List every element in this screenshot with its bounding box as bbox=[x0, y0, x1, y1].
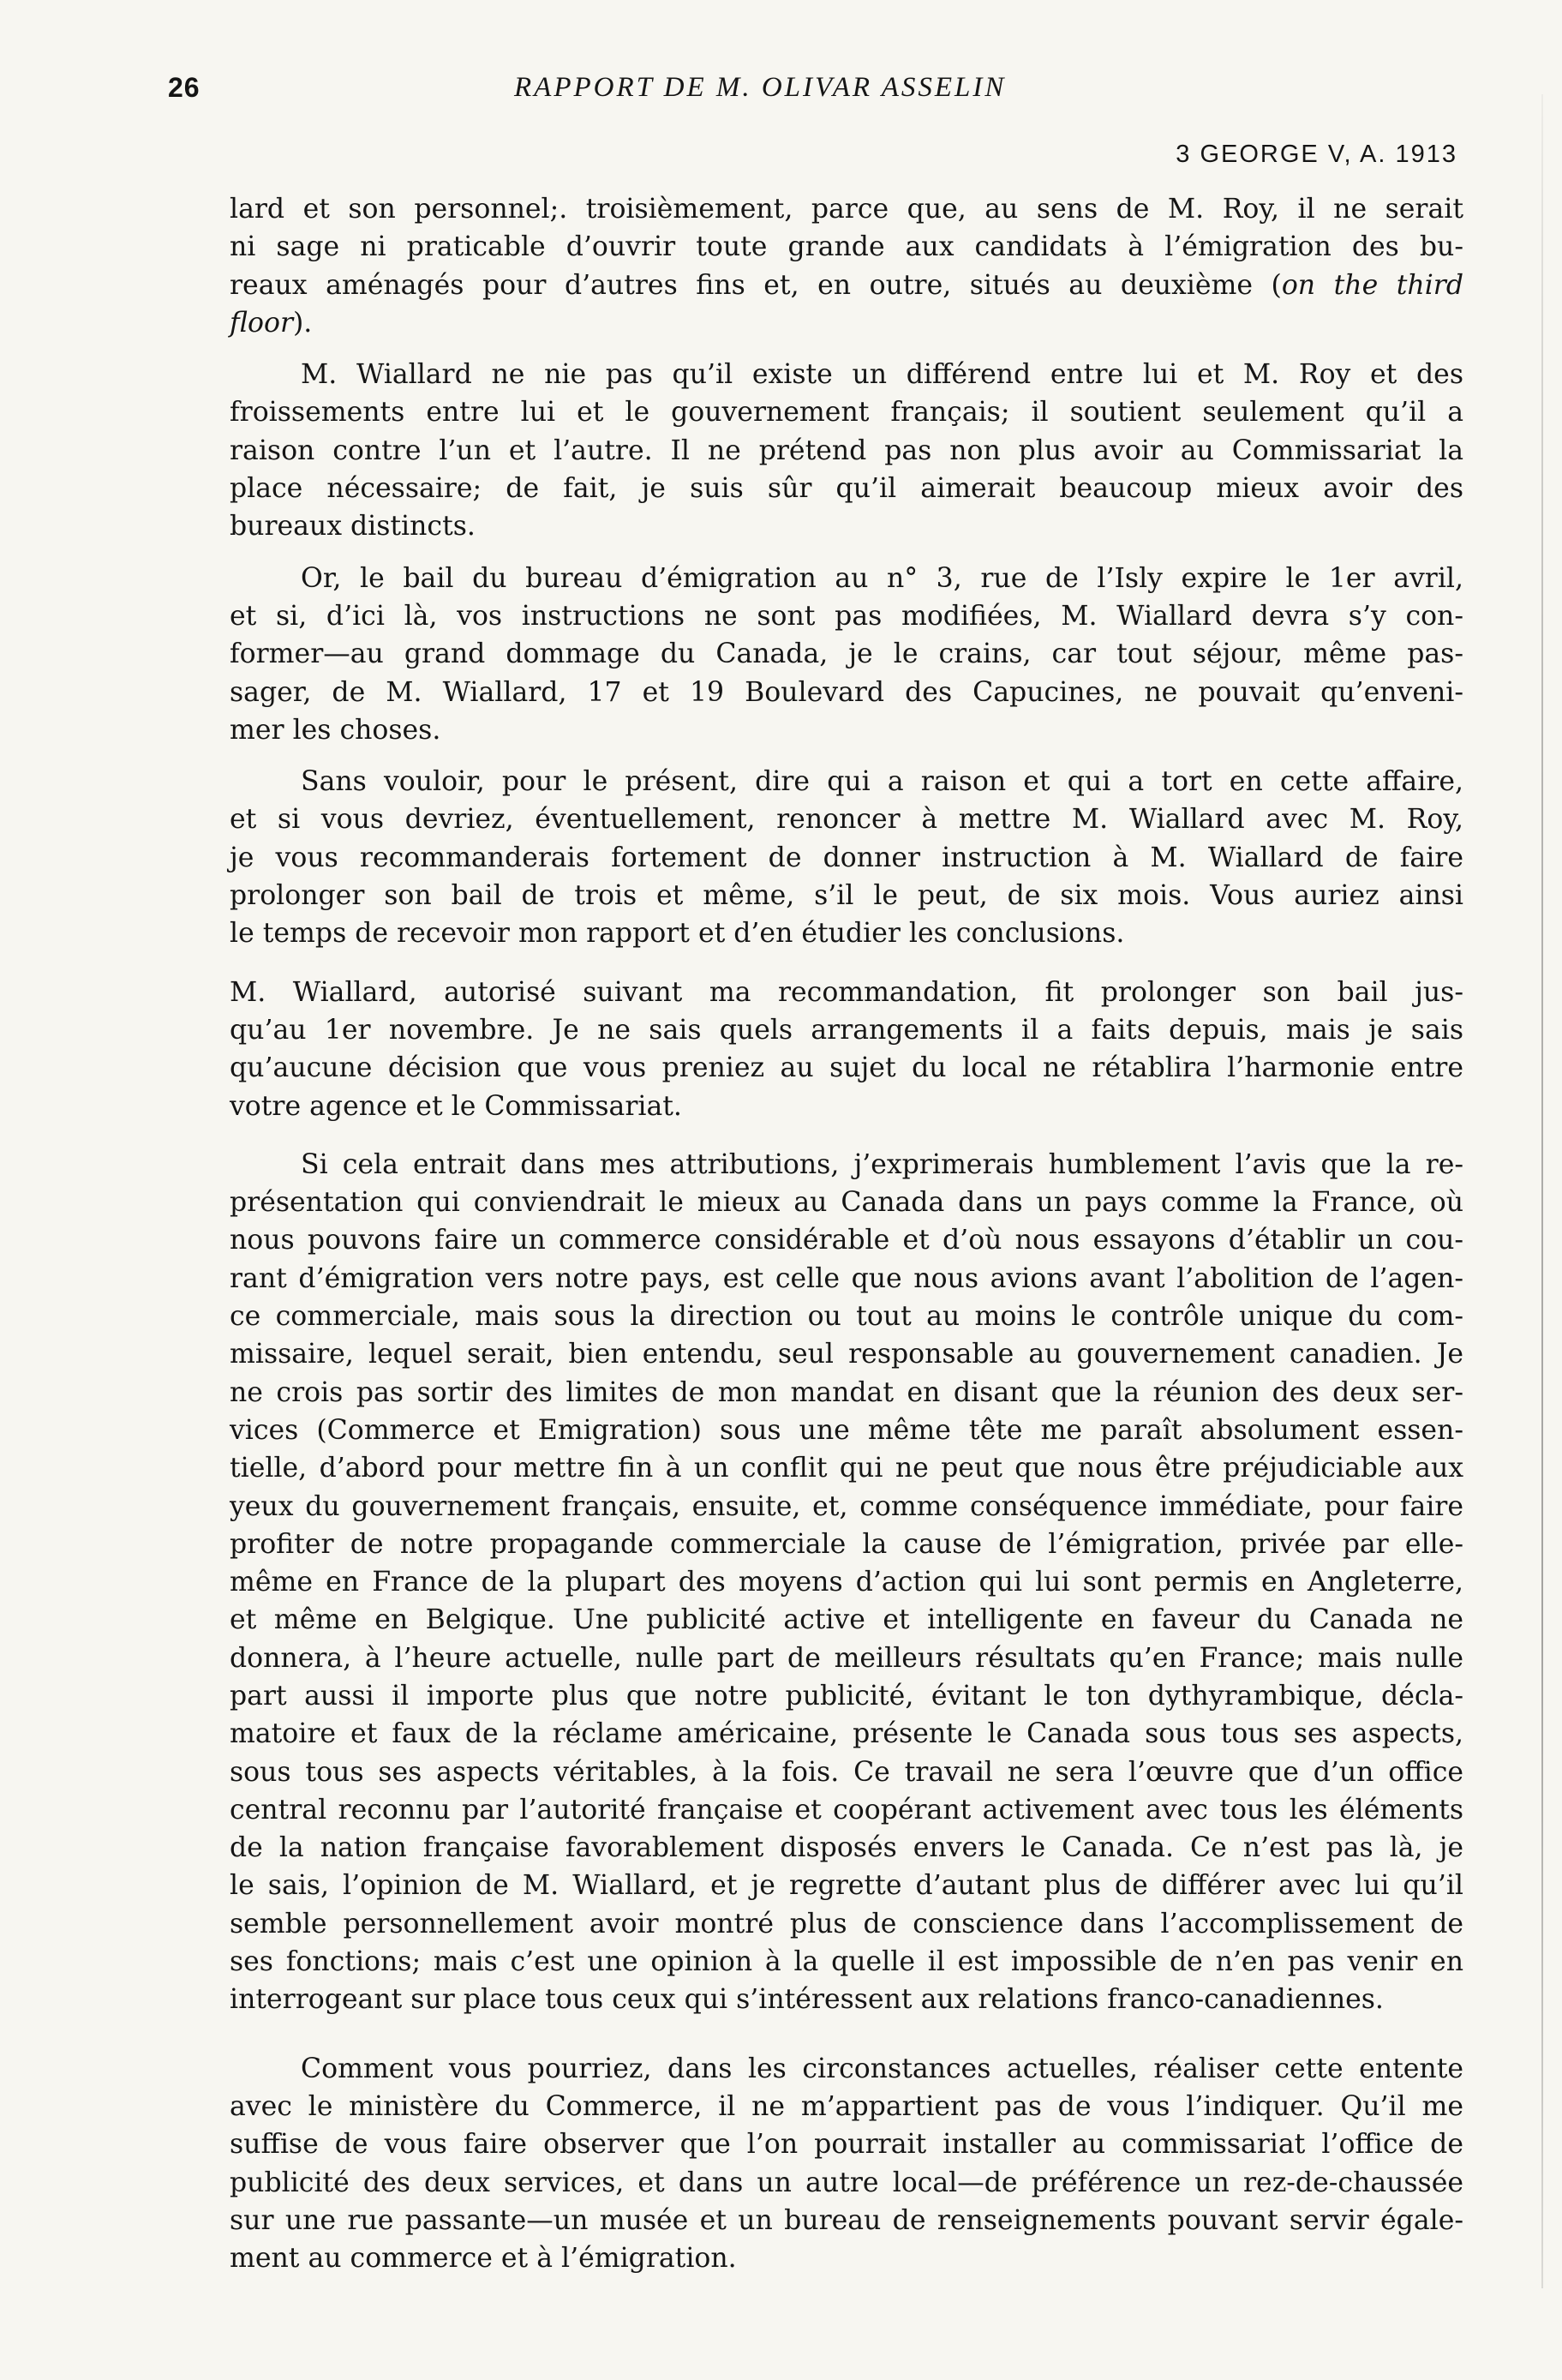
text-line: semble personnellement avoir montré plus de conscience dans l’accomplissement de bbox=[230, 1908, 1463, 1939]
text-line: votre agence et le Commissariat. bbox=[230, 1090, 682, 1122]
text-line: nous pouvons faire un commerce considérable et d’où nous essayons d’établir un cou- bbox=[230, 1225, 1463, 1256]
text-line: et si, d’ici là, vos instructions ne sont pas modifiées, M. Wiallard devra s’y con- bbox=[230, 600, 1463, 632]
text-line: place nécessaire; de fait, je suis sûr qu’il aimerait beaucoup mieux avoir des bbox=[230, 473, 1463, 505]
text-line: vices (Commerce et Emigration) sous une même tête me paraît absolument essen- bbox=[230, 1414, 1463, 1446]
paragraph-6 bbox=[230, 1146, 1463, 2019]
text-line: raison contre l’un et l’autre. Il ne prétend pas non plus avoir au Commissariat la bbox=[230, 435, 1463, 466]
text-line: sous tous ses aspects véritables, à la fois. Ce travail ne sera l’œuvre que d’un office bbox=[230, 1756, 1463, 1788]
italic-segment: on the third bbox=[1281, 269, 1463, 301]
session-reference: 3 GEORGE V, A. 1913 bbox=[1176, 141, 1457, 168]
text-line: yeux du gouvernement français, ensuite, et, comme conséquence immédiate, pour faire bbox=[230, 1490, 1463, 1522]
text-line: M. Wiallard ne nie pas qu’il existe un différend entre lui et M. Roy et des bbox=[301, 359, 1463, 391]
text-line: profiter de notre propagande commerciale la cause de l’émigration, privée par elle- bbox=[230, 1528, 1463, 1560]
text-line: lard et son personnel;. troisièmement, parce que, au sens de M. Roy, il ne serait bbox=[230, 194, 1463, 225]
text-line: de la nation française favorablement disposés envers le Canada. Ce n’est pas là, je bbox=[230, 1832, 1463, 1864]
paragraph-2 bbox=[230, 356, 1463, 545]
text-line: Comment vous pourriez, dans les circonstances actuelles, réaliser cette entente bbox=[301, 2053, 1463, 2084]
paragraph-1 bbox=[230, 190, 1463, 342]
report-body bbox=[230, 190, 1463, 2277]
text-segment: ). bbox=[293, 307, 313, 339]
text-line: central reconnu par l’autorité française et coopérant activement avec tous les éléments bbox=[230, 1794, 1463, 1825]
text-line: même en France de la plupart des moyens d’action qui lui sont permis en Angleterre, bbox=[230, 1567, 1463, 1598]
text-line: le temps de recevoir mon rapport et d’en étudier les conclusions. bbox=[230, 918, 1125, 950]
text-line: Sans vouloir, pour le présent, dire qui a raison et qui a tort en cette affaire, bbox=[301, 766, 1463, 798]
text-line: et même en Belgique. Une publicité active et intelligente en faveur du Canada ne bbox=[230, 1604, 1463, 1636]
paragraph-5 bbox=[230, 974, 1463, 1125]
text-line: ni sage ni praticable d’ouvrir toute grande aux candidats à l’émigration des bu- bbox=[230, 231, 1463, 263]
text-line: donnera, à l’heure actuelle, nulle part de meilleurs résultats qu’en France; mais nulle bbox=[230, 1642, 1463, 1674]
text-line: je vous recommanderais fortement de donner instruction à M. Wiallard de faire bbox=[230, 842, 1463, 873]
text-line: tielle, d’abord pour mettre fin à un conflit qui ne peut que nous être préjudiciable aux bbox=[230, 1453, 1463, 1484]
italic-segment: floor bbox=[230, 307, 293, 339]
text-line: former—au grand dommage du Canada, je le crains, car tout séjour, même pas- bbox=[230, 638, 1463, 670]
text-line: part aussi il importe plus que notre publicité, évitant le ton dythyrambique, décla- bbox=[230, 1680, 1463, 1712]
text-line: ses fonctions; mais c’est une opinion à la quelle il est impossible de n’en pas venir en bbox=[230, 1946, 1463, 1978]
text-line: suffise de vous faire observer que l’on pourrait installer au commissariat l’office de bbox=[230, 2129, 1463, 2161]
text-line: et si vous devriez, éventuellement, renoncer à mettre M. Wiallard avec M. Roy, bbox=[230, 804, 1463, 836]
page-edge-shadow bbox=[1541, 94, 1543, 2288]
text-line: ce commerciale, mais sous la direction ou tout au moins le contrôle unique du com- bbox=[230, 1301, 1463, 1333]
text-line: prolonger son bail de trois et même, s’il le peut, de six mois. Vous auriez ainsi bbox=[230, 880, 1463, 912]
text-segment: reaux aménagés pour d’autres fins et, en outre, situés au deuxième ( bbox=[230, 269, 1282, 301]
text-line: Si cela entrait dans mes attributions, j’exprimerais humblement l’avis que la re- bbox=[301, 1148, 1463, 1180]
text-line: présentation qui conviendrait le mieux au Canada dans un pays comme la France, où bbox=[230, 1187, 1463, 1219]
text-line: sager, de M. Wiallard, 17 et 19 Boulevard des Capucines, ne pouvait qu’enveni- bbox=[230, 676, 1463, 708]
text-line: sur une rue passante—un musée et un bureau de renseignements pouvant servir égale- bbox=[230, 2204, 1463, 2236]
text-line: mer les choses. bbox=[230, 714, 441, 746]
text-line: le sais, l’opinion de M. Wiallard, et je regrette d’autant plus de différer avec lui qu’il bbox=[230, 1870, 1463, 1902]
text-line: ment au commerce et à l’émigration. bbox=[230, 2243, 737, 2275]
text-line: avec le ministère du Commerce, il ne m’appartient pas de vous l’indiquer. Qu’il me bbox=[230, 2090, 1463, 2122]
text-line: matoire et faux de la réclame américaine, présente le Canada sous tous ses aspects, bbox=[230, 1718, 1463, 1750]
running-title: RAPPORT DE M. OLIVAR ASSELIN bbox=[514, 72, 1007, 103]
text-line bbox=[230, 304, 1463, 342]
paragraph-7 bbox=[230, 2050, 1463, 2278]
text-line: M. Wiallard, autorisé suivant ma recommandation, fit prolonger son bail jus- bbox=[230, 976, 1463, 1008]
text-line: froissements entre lui et le gouvernement français; il soutient seulement qu’il a bbox=[230, 397, 1463, 429]
paragraph-3 bbox=[230, 560, 1463, 749]
text-line: rant d’émigration vers notre pays, est celle que nous avions avant l’abolition de l’agen- bbox=[230, 1262, 1463, 1294]
paragraph-4 bbox=[230, 763, 1463, 952]
text-line: qu’aucune décision que vous preniez au sujet du local ne rétablira l’harmonie entre bbox=[230, 1052, 1463, 1084]
page-number: 26 bbox=[168, 72, 200, 103]
text-line: publicité des deux services, et dans un autre local—de préférence un rez-de-chaussée bbox=[230, 2167, 1463, 2198]
text-line: qu’au 1er novembre. Je ne sais quels arrangements il a faits depuis, mais je sais bbox=[230, 1014, 1463, 1046]
text-line: ne crois pas sortir des limites de mon mandat en disant que la réunion des deux ser- bbox=[230, 1376, 1463, 1408]
text-line: bureaux distincts. bbox=[230, 511, 476, 543]
text-line: Or, le bail du bureau d’émigration au n° 3, rue de l’Isly expire le 1er avril, bbox=[301, 562, 1463, 594]
text-line bbox=[230, 267, 1463, 304]
text-line: missaire, lequel serait, bien entendu, seul responsable au gouvernement canadien. Je bbox=[230, 1339, 1463, 1370]
text-line: interrogeant sur place tous ceux qui s’intéressent aux relations franco-canadiennes. bbox=[230, 1984, 1384, 2016]
